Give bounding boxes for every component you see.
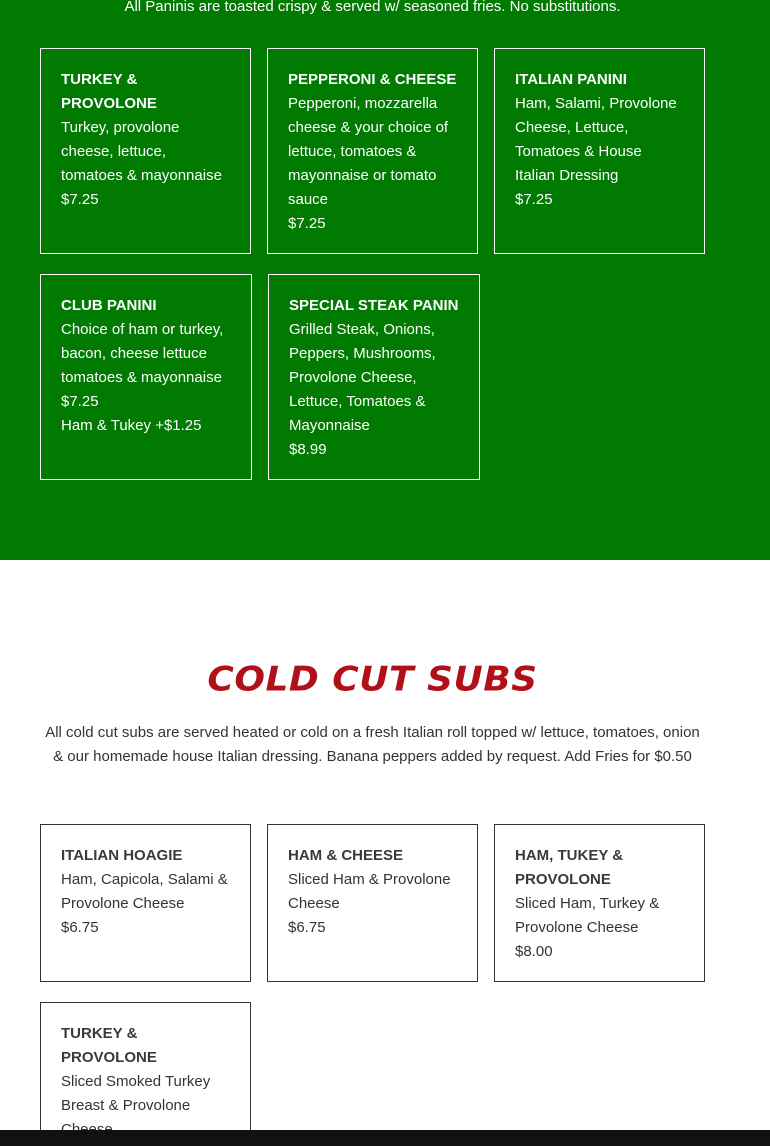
- menu-item-card: [40, 48, 251, 254]
- menu-item-card: [268, 274, 480, 480]
- menu-item-name: TURKEY & PROVOLONE: [61, 1025, 157, 1066]
- menu-item-name: TURKEY & PROVOLONE: [61, 71, 157, 112]
- menu-item-description: Pepperoni, mozzarella cheese & your choice of lettuce, tomatoes & mayonnaise or tomato sauce: [288, 95, 449, 208]
- menu-item-price: $7.25: [61, 191, 99, 208]
- paninis-note: All Paninis are toasted crispy & served w/ seasoned fries. No substitutions.: [124, 0, 621, 15]
- paninis-section: [0, 0, 770, 560]
- menu-item-name: ITALIAN PANINI: [515, 71, 627, 88]
- menu-item-description: Sliced Ham & Provolone Cheese: [288, 871, 451, 912]
- menu-item-card: [267, 48, 478, 254]
- menu-item-price: $7.25: [61, 393, 99, 410]
- menu-item-description: Grilled Steak, Onions, Peppers, Mushrooms, Provolone Cheese, Lettuce, Tomatoes & Mayonnaise: [289, 321, 436, 434]
- menu-item-price: $6.75: [61, 919, 99, 936]
- menu-item-name: CLUB PANINI: [61, 297, 157, 314]
- section-note: All cold cut subs are served heated or cold on a fresh Italian roll topped w/ lettuce, tomatoes, onion & our homemade house Italian dressing. Banana peppers added by request. Add Fries for $0.50: [45, 724, 700, 765]
- menu-item-description: Ham, Salami, Provolone Cheese, Lettuce, Tomatoes & House Italian Dressing: [515, 95, 677, 184]
- menu-item-description: Turkey, provolone cheese, lettuce, tomatoes & mayonnaise: [61, 119, 222, 184]
- menu-item-extra: Ham & Tukey +$1.25: [61, 417, 202, 434]
- menu-item-name: HAM, TUKEY & PROVOLONE: [515, 847, 624, 888]
- menu-item-price: $7.25: [288, 215, 326, 232]
- menu-item-card: [40, 274, 252, 480]
- menu-item-name: PEPPERONI & CHEESE: [288, 71, 457, 88]
- menu-item-description: Choice of ham or turkey, bacon, cheese lettuce tomatoes & mayonnaise: [61, 321, 224, 386]
- cold-cut-subs-section: [0, 560, 770, 1130]
- menu-item-description: Sliced Ham, Turkey & Provolone Cheese: [515, 895, 660, 936]
- menu-item-name: HAM & CHEESE: [288, 847, 404, 864]
- menu-item-name: ITALIAN HOAGIE: [61, 847, 183, 864]
- menu-item-description: Sliced Smoked Turkey Breast & Provolone: [61, 1073, 211, 1114]
- menu-item-name: SPECIAL STEAK PANIN: [289, 297, 459, 314]
- menu-item-card: [494, 824, 705, 982]
- section-title: COLD CUT SUBS: [207, 660, 538, 699]
- menu-item-price: $6.75: [288, 919, 326, 936]
- menu-item-card: [40, 1002, 251, 1146]
- menu-item-card: [40, 824, 251, 982]
- menu-item-price: $8.99: [289, 441, 327, 458]
- menu-item-price: $7.25: [515, 191, 553, 208]
- menu-item-card: [267, 824, 478, 982]
- menu-item-price: $8.00: [515, 943, 553, 960]
- menu-item-description: Ham, Capicola, Salami & Provolone Cheese: [61, 871, 228, 912]
- bottom-bar: [0, 1130, 770, 1146]
- menu-item-card: [494, 48, 705, 254]
